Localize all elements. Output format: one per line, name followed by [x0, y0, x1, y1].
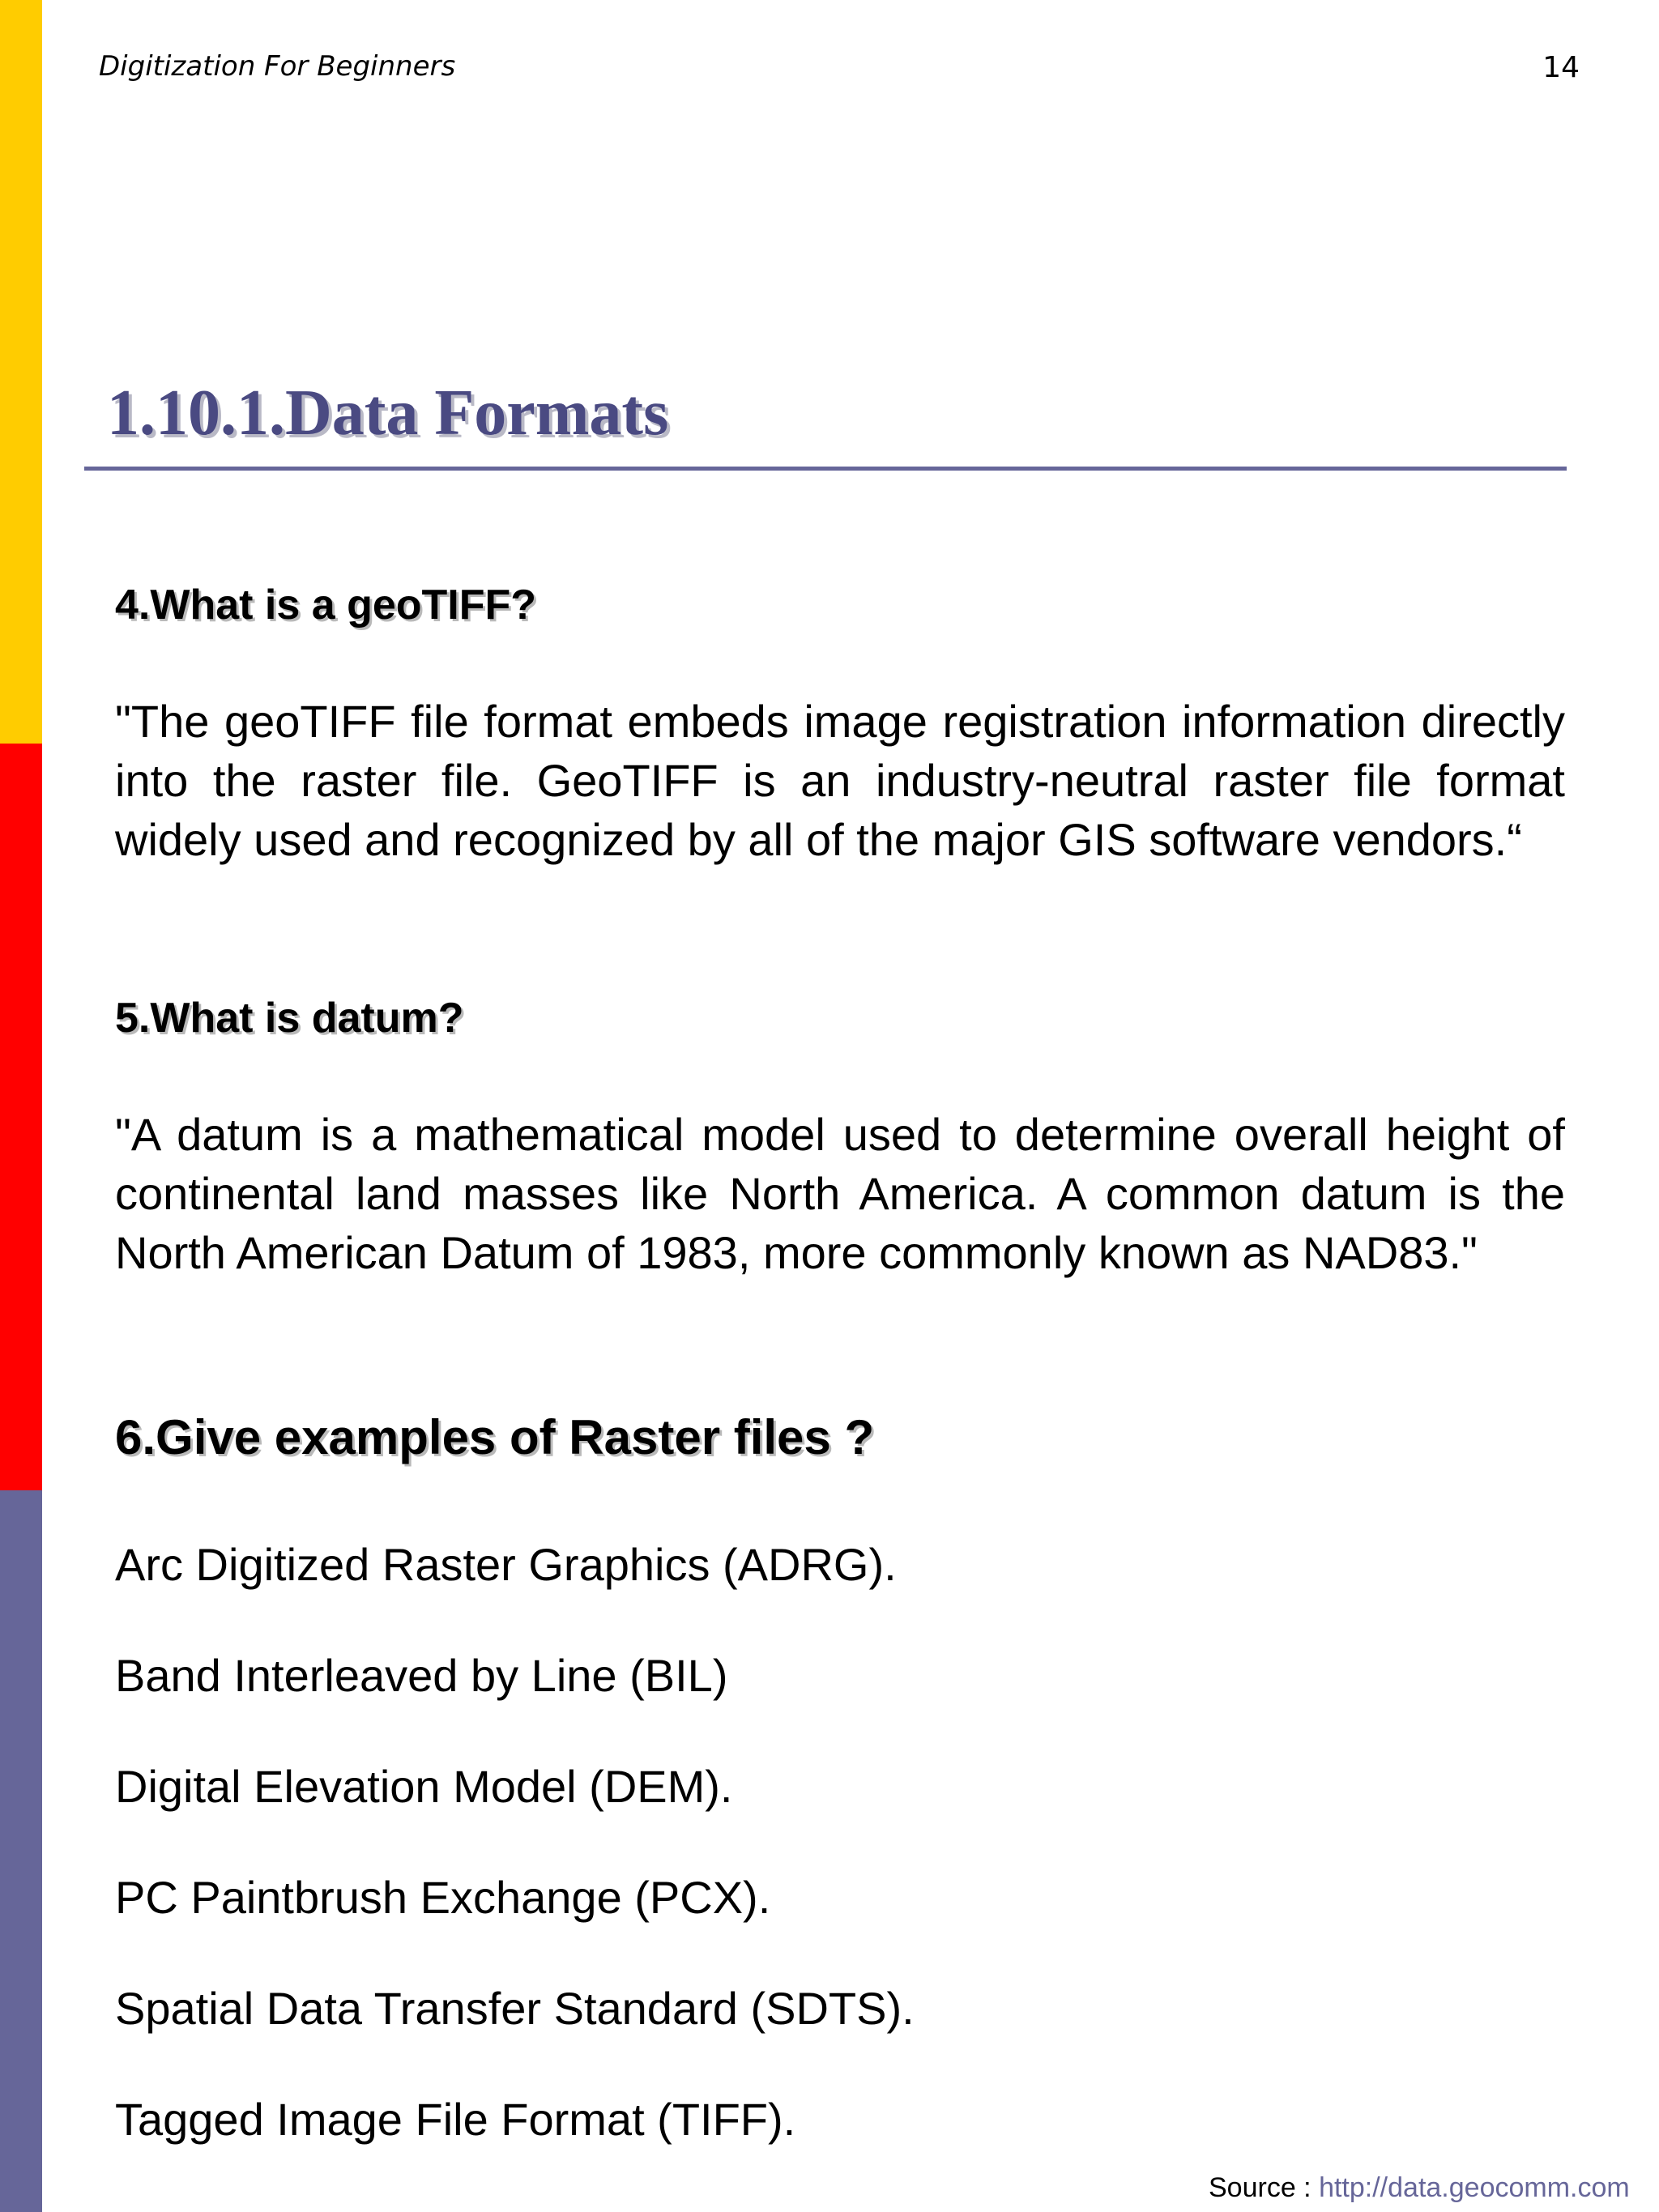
source-citation: [1209, 2171, 1630, 2205]
page-number: 14: [1542, 51, 1580, 84]
raster-example-item: Band Interleaved by Line (BIL): [115, 1650, 728, 1701]
document-header-title: Digitization For Beginners: [99, 50, 456, 83]
question-datum: 5.What is datum?: [115, 995, 464, 1042]
raster-example-item: PC Paintbrush Exchange (PCX).: [115, 1872, 771, 1923]
answer-datum: "A datum is a mathematical model used to determine overall height of continental land masses like North America. A common datum is the North American Datum of 1983, more commonly known as NAD83.": [115, 1109, 1565, 1278]
raster-examples-list: [115, 1535, 1573, 2201]
side-stripe-yellow: [0, 0, 42, 744]
question-raster-examples: 6.Give examples of Raster files ?: [115, 1410, 875, 1464]
source-label: Source :: [1209, 2172, 1320, 2203]
question-geotiff: 4.What is a geoTIFF?: [115, 582, 537, 629]
raster-example-item: Tagged Image File Format (TIFF).: [115, 2094, 796, 2145]
raster-example-item: Arc Digitized Raster Graphics (ADRG).: [115, 1539, 897, 1590]
answer-geotiff: "The geoTIFF file format embeds image registration information directly into the raster file. GeoTIFF is an industry-neutral raster file format widely used and recognized by all of the major GIS software vendors.“: [115, 696, 1565, 865]
side-stripe-blue: [0, 1490, 42, 2212]
raster-example-item: Spatial Data Transfer Standard (SDTS).: [115, 1983, 915, 2034]
side-stripe-red: [0, 744, 42, 1490]
section-title: 1.10.1.Data Formats: [107, 377, 669, 449]
title-divider: [84, 467, 1567, 471]
source-link[interactable]: http://data.geocomm.com: [1319, 2172, 1630, 2203]
raster-example-item: Digital Elevation Model (DEM).: [115, 1761, 733, 1812]
